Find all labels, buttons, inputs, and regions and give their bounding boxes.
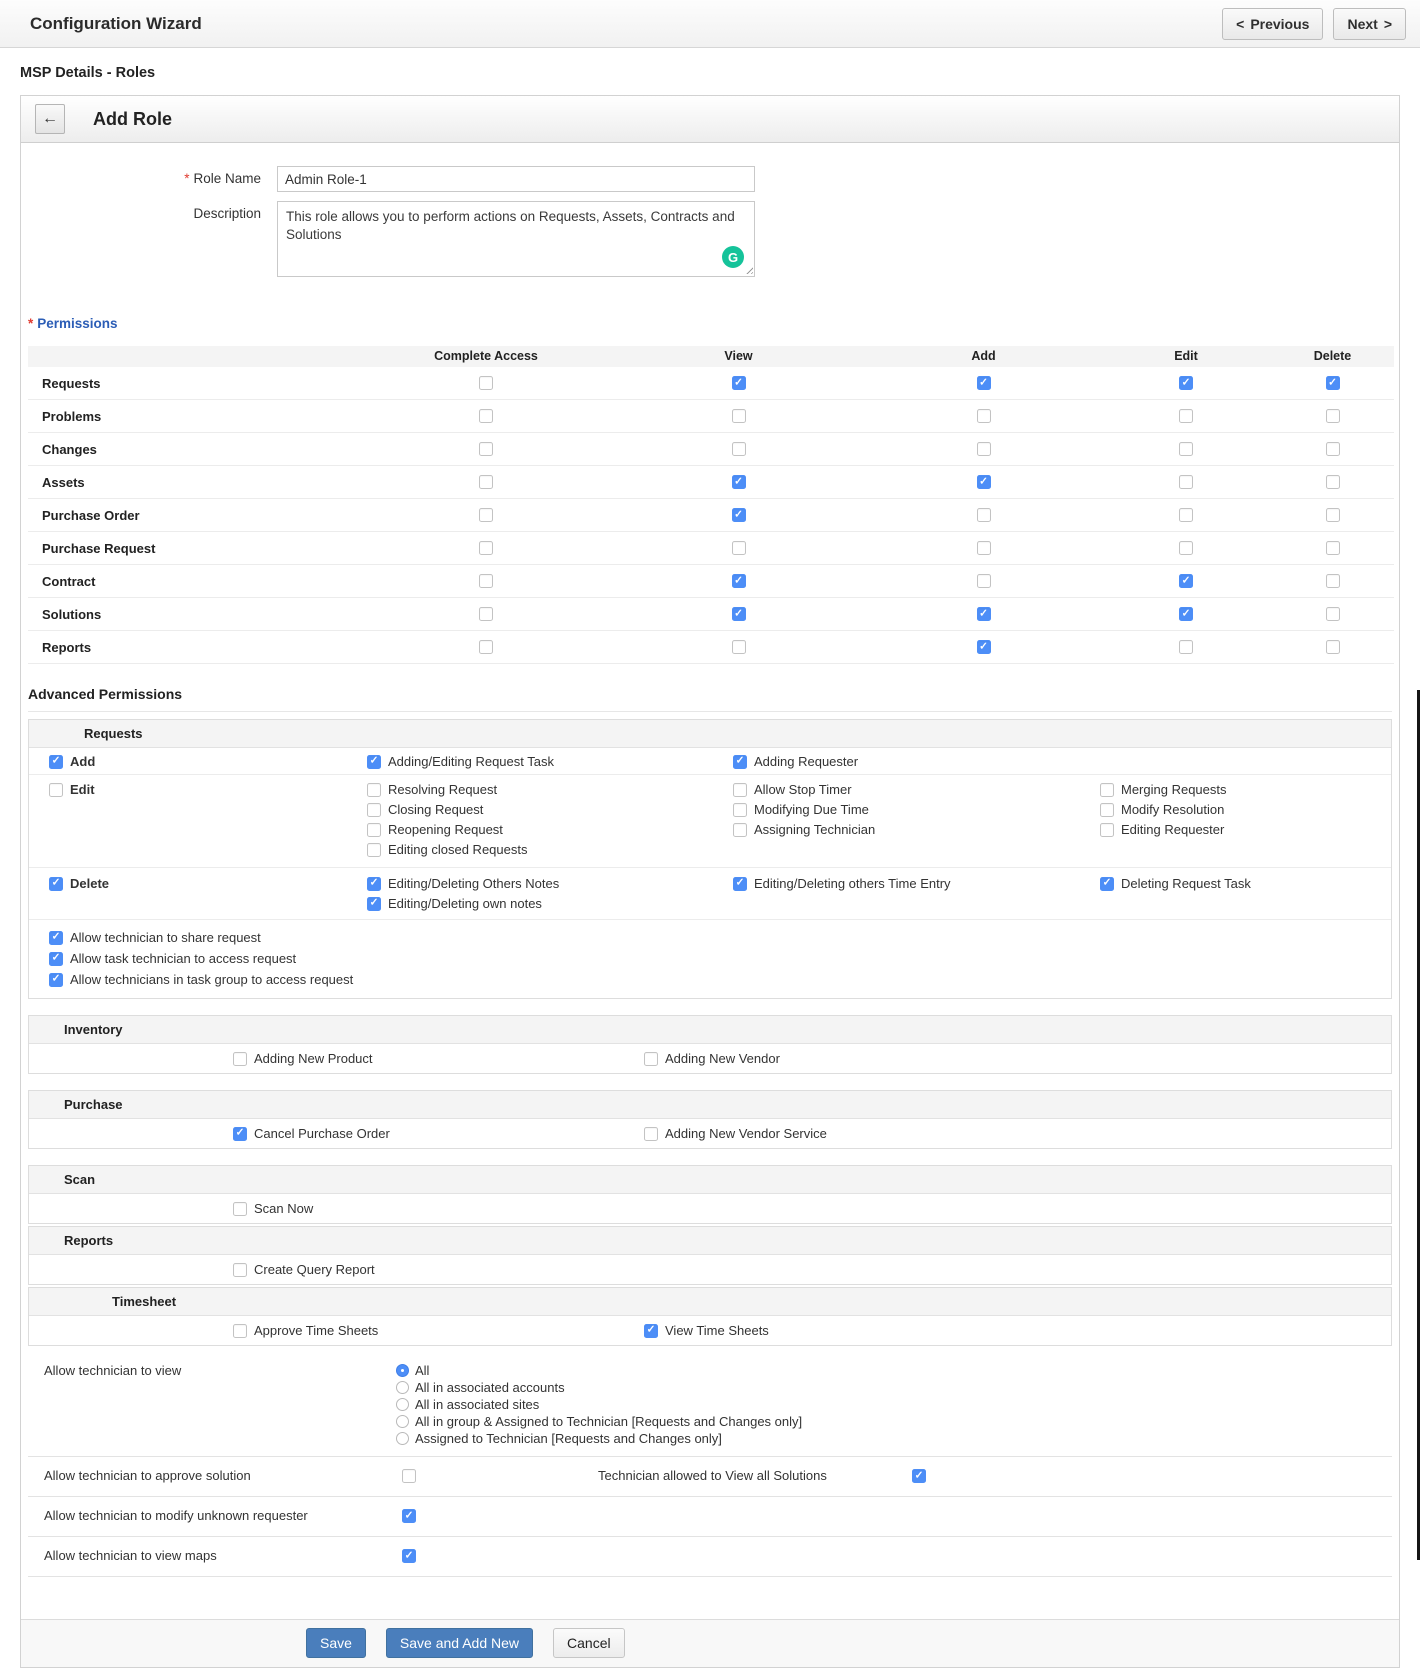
top-toolbar bbox=[0, 0, 1420, 48]
checkbox-label: Closing Request bbox=[388, 802, 484, 817]
cb-reports-delete[interactable] bbox=[1326, 640, 1340, 654]
checkbox-label: Adding New Vendor Service bbox=[665, 1126, 827, 1141]
checkbox-label: Assigning Technician bbox=[754, 822, 876, 837]
row-label-solutions: Solutions bbox=[28, 598, 361, 631]
cb-allow-stop-timer[interactable] bbox=[733, 783, 747, 797]
checkbox-label: Editing/Deleting own notes bbox=[388, 896, 542, 911]
modify-unknown-requester-label: Allow technician to modify unknown requester bbox=[44, 1508, 308, 1523]
cb-requests-complete-access[interactable] bbox=[479, 376, 493, 390]
cb-requests-add[interactable] bbox=[977, 376, 991, 390]
inventory-section-header: Inventory bbox=[29, 1016, 1391, 1044]
checkbox-label: Allow technicians in task group to access request bbox=[70, 972, 354, 987]
cb-view-time-sheets[interactable] bbox=[644, 1324, 658, 1338]
purchase-section bbox=[28, 1090, 1392, 1149]
table-row bbox=[28, 367, 1394, 400]
cb-purchase-order-delete[interactable] bbox=[1326, 508, 1340, 522]
radio-label: Assigned to Technician [Requests and Changes only] bbox=[415, 1431, 722, 1446]
table-row bbox=[28, 631, 1394, 664]
cb-approve-solution[interactable] bbox=[402, 1469, 416, 1483]
row-label-changes: Changes bbox=[28, 433, 361, 466]
cb-changes-complete-access[interactable] bbox=[479, 442, 493, 456]
role-name-input[interactable] bbox=[277, 166, 755, 192]
cb-assets-delete[interactable] bbox=[1326, 475, 1340, 489]
adv-delete-label: Delete bbox=[70, 876, 110, 891]
cb-view-maps[interactable] bbox=[402, 1549, 416, 1563]
table-row bbox=[28, 400, 1394, 433]
table-row bbox=[28, 532, 1394, 565]
cb-editing-closed-requests[interactable] bbox=[367, 843, 381, 857]
cb-adv-delete[interactable] bbox=[49, 877, 63, 891]
row-label-purchase-order: Purchase Order bbox=[28, 499, 361, 532]
cb-cancel-purchase-order[interactable] bbox=[233, 1127, 247, 1141]
timesheet-section bbox=[28, 1287, 1392, 1346]
technician-view-scope-label: Allow technician to view bbox=[44, 1363, 182, 1378]
cb-purchase-request-add[interactable] bbox=[977, 541, 991, 555]
save-and-add-new-button[interactable]: Save and Add New bbox=[386, 1628, 533, 1658]
required-asterisk: * bbox=[184, 171, 190, 186]
cb-reopening-request[interactable] bbox=[367, 823, 381, 837]
col-view: View bbox=[611, 346, 866, 367]
cb-editing-deleting-others-notes[interactable] bbox=[367, 877, 381, 891]
role-name-row bbox=[21, 166, 1399, 192]
page-title: Add Role bbox=[93, 108, 172, 129]
reports-section bbox=[28, 1226, 1392, 1285]
cb-resolving-request[interactable] bbox=[367, 783, 381, 797]
col-edit: Edit bbox=[1101, 346, 1271, 367]
bottom-options bbox=[28, 1352, 1392, 1577]
previous-button-label: Previous bbox=[1250, 15, 1310, 32]
cb-reports-add[interactable] bbox=[977, 640, 991, 654]
cb-adv-edit[interactable] bbox=[49, 783, 63, 797]
radio-all-associated-accounts[interactable] bbox=[396, 1381, 409, 1394]
cb-modify-resolution[interactable] bbox=[1100, 803, 1114, 817]
radio-label: All bbox=[415, 1363, 430, 1378]
cb-problems-edit[interactable] bbox=[1179, 409, 1193, 423]
adv-edit-label: Edit bbox=[70, 782, 95, 797]
checkbox-label: Resolving Request bbox=[388, 782, 498, 797]
edit-permission-row bbox=[29, 775, 1391, 868]
approve-solution-row bbox=[28, 1456, 1392, 1496]
cb-purchase-order-complete-access[interactable] bbox=[479, 508, 493, 522]
cb-adding-new-vendor[interactable] bbox=[644, 1052, 658, 1066]
cb-requests-delete[interactable] bbox=[1326, 376, 1340, 390]
cb-adding-editing-request-task[interactable] bbox=[367, 755, 381, 769]
technician-view-scope-row bbox=[28, 1352, 1392, 1456]
checkbox-label: View Time Sheets bbox=[665, 1323, 769, 1338]
add-permission-row bbox=[29, 748, 1391, 775]
cb-changes-edit[interactable] bbox=[1179, 442, 1193, 456]
table-row bbox=[28, 499, 1394, 532]
panel-header bbox=[21, 96, 1399, 143]
cancel-button[interactable]: Cancel bbox=[553, 1628, 625, 1658]
permissions-table bbox=[28, 346, 1394, 664]
cb-adding-new-vendor-service[interactable] bbox=[644, 1127, 658, 1141]
chevron-left-icon: < bbox=[1236, 15, 1245, 32]
cb-problems-delete[interactable] bbox=[1326, 409, 1340, 423]
inventory-section bbox=[28, 1015, 1392, 1074]
radio-label: All in group & Assigned to Technician [Requests and Changes only] bbox=[415, 1414, 803, 1429]
breadcrumb: MSP Details - Roles bbox=[20, 65, 156, 81]
cb-adding-new-product[interactable] bbox=[233, 1052, 247, 1066]
requests-section-header: Requests bbox=[29, 720, 1391, 748]
radio-assigned-to-technician[interactable] bbox=[396, 1432, 409, 1445]
timesheet-section-header: Timesheet bbox=[29, 1288, 1391, 1316]
cb-assets-edit[interactable] bbox=[1179, 475, 1193, 489]
cb-purchase-request-delete[interactable] bbox=[1326, 541, 1340, 555]
checkbox-label: Editing closed Requests bbox=[388, 842, 528, 857]
approve-solution-label: Allow technician to approve solution bbox=[44, 1468, 251, 1483]
cb-editing-deleting-own-notes[interactable] bbox=[367, 897, 381, 911]
cb-contract-edit[interactable] bbox=[1179, 574, 1193, 588]
wizard-nav bbox=[1222, 8, 1406, 40]
checkbox-label: Adding Requester bbox=[754, 754, 859, 769]
next-button-label: Next bbox=[1347, 15, 1378, 32]
checkbox-label: Adding New Vendor bbox=[665, 1051, 780, 1066]
radio-all[interactable] bbox=[396, 1364, 409, 1377]
cb-assets-complete-access[interactable] bbox=[479, 475, 493, 489]
table-row bbox=[28, 598, 1394, 631]
reports-items bbox=[29, 1255, 1391, 1284]
cb-create-query-report[interactable] bbox=[233, 1263, 247, 1277]
view-all-solutions-label: Technician allowed to View all Solutions bbox=[598, 1468, 827, 1483]
chevron-right-icon: > bbox=[1383, 15, 1392, 32]
cb-purchase-request-complete-access[interactable] bbox=[479, 541, 493, 555]
checkbox-label: Adding/Editing Request Task bbox=[388, 754, 554, 769]
cb-merging-requests[interactable] bbox=[1100, 783, 1114, 797]
request-extras bbox=[29, 920, 1391, 998]
cb-reports-complete-access[interactable] bbox=[479, 640, 493, 654]
required-asterisk: * bbox=[28, 316, 34, 331]
cb-contract-complete-access[interactable] bbox=[479, 574, 493, 588]
role-name-label: * Role Name bbox=[184, 171, 261, 186]
cb-problems-complete-access[interactable] bbox=[479, 409, 493, 423]
checkbox-label: Editing Requester bbox=[1121, 822, 1225, 837]
cb-deleting-request-task[interactable] bbox=[1100, 877, 1114, 891]
cb-purchase-order-add[interactable] bbox=[977, 508, 991, 522]
cb-purchase-request-view[interactable] bbox=[732, 541, 746, 555]
cb-changes-view[interactable] bbox=[732, 442, 746, 456]
checkbox-label: Cancel Purchase Order bbox=[254, 1126, 390, 1141]
cb-adv-add[interactable] bbox=[49, 755, 63, 769]
checkbox-label: Allow Stop Timer bbox=[754, 782, 852, 797]
modify-unknown-requester-row bbox=[28, 1496, 1392, 1536]
radio-all-associated-sites[interactable] bbox=[396, 1398, 409, 1411]
checkbox-label: Allow task technician to access request bbox=[70, 951, 297, 966]
view-maps-row bbox=[28, 1536, 1392, 1577]
cb-assets-add[interactable] bbox=[977, 475, 991, 489]
checkbox-label: Editing/Deleting others Time Entry bbox=[754, 876, 951, 891]
checkbox-label: Deleting Request Task bbox=[1121, 876, 1251, 891]
cb-allow-technician-share-request[interactable] bbox=[49, 931, 63, 945]
advanced-permissions-title: Advanced Permissions bbox=[28, 686, 183, 702]
cb-modify-unknown-requester[interactable] bbox=[402, 1509, 416, 1523]
save-button[interactable]: Save bbox=[306, 1628, 366, 1658]
cb-purchase-order-view[interactable] bbox=[732, 508, 746, 522]
scan-section-header: Scan bbox=[29, 1166, 1391, 1194]
view-maps-label: Allow technician to view maps bbox=[44, 1548, 217, 1563]
cb-editing-requester[interactable] bbox=[1100, 823, 1114, 837]
cb-reports-view[interactable] bbox=[732, 640, 746, 654]
cb-allow-task-technician-access-request[interactable] bbox=[49, 952, 63, 966]
checkbox-label: Approve Time Sheets bbox=[254, 1323, 379, 1338]
radio-label: All in associated sites bbox=[415, 1397, 540, 1412]
col-complete-access: Complete Access bbox=[361, 346, 611, 367]
inventory-items bbox=[29, 1044, 1391, 1073]
description-textarea[interactable] bbox=[277, 201, 755, 277]
technician-view-scope-options bbox=[396, 1362, 802, 1447]
row-label-purchase-request: Purchase Request bbox=[28, 532, 361, 565]
description-label: Description bbox=[193, 206, 261, 221]
checkbox-label: Create Query Report bbox=[254, 1262, 375, 1277]
cb-view-all-solutions[interactable] bbox=[912, 1469, 926, 1483]
cb-contract-view[interactable] bbox=[732, 574, 746, 588]
cb-solutions-add[interactable] bbox=[977, 607, 991, 621]
divider bbox=[28, 711, 1392, 712]
checkbox-label: Editing/Deleting Others Notes bbox=[388, 876, 560, 891]
table-row bbox=[28, 565, 1394, 598]
cb-modifying-due-time[interactable] bbox=[733, 803, 747, 817]
empty-header-cell bbox=[28, 346, 361, 367]
checkbox-label: Reopening Request bbox=[388, 822, 503, 837]
next-button[interactable] bbox=[1333, 8, 1406, 40]
table-row bbox=[28, 433, 1394, 466]
cb-assets-view[interactable] bbox=[732, 475, 746, 489]
row-label-contract: Contract bbox=[28, 565, 361, 598]
cb-approve-time-sheets[interactable] bbox=[233, 1324, 247, 1338]
cb-requests-edit[interactable] bbox=[1179, 376, 1193, 390]
cb-requests-view[interactable] bbox=[732, 376, 746, 390]
grammarly-icon[interactable]: G bbox=[722, 246, 744, 268]
checkbox-label: Modifying Due Time bbox=[754, 802, 869, 817]
reports-section-header: Reports bbox=[29, 1227, 1391, 1255]
cb-scan-now[interactable] bbox=[233, 1202, 247, 1216]
scan-section bbox=[28, 1165, 1392, 1224]
cb-allow-task-group-access-request[interactable] bbox=[49, 973, 63, 987]
advanced-requests-section bbox=[28, 719, 1392, 999]
add-role-panel bbox=[20, 95, 1400, 1668]
col-add: Add bbox=[866, 346, 1101, 367]
delete-permission-row bbox=[29, 868, 1391, 920]
row-label-requests: Requests bbox=[28, 367, 361, 400]
cb-problems-view[interactable] bbox=[732, 409, 746, 423]
checkbox-label: Modify Resolution bbox=[1121, 802, 1225, 817]
row-label-reports: Reports bbox=[28, 631, 361, 664]
cb-purchase-order-edit[interactable] bbox=[1179, 508, 1193, 522]
checkbox-label: Scan Now bbox=[254, 1201, 314, 1216]
cb-changes-delete[interactable] bbox=[1326, 442, 1340, 456]
row-label-problems: Problems bbox=[28, 400, 361, 433]
form-footer bbox=[21, 1619, 1399, 1667]
app-title: Configuration Wizard bbox=[30, 13, 202, 33]
cb-editing-deleting-others-time-entry[interactable] bbox=[733, 877, 747, 891]
back-arrow-icon: ← bbox=[42, 110, 58, 127]
cb-contract-delete[interactable] bbox=[1326, 574, 1340, 588]
cb-adding-requester[interactable] bbox=[733, 755, 747, 769]
cb-closing-request[interactable] bbox=[367, 803, 381, 817]
previous-button[interactable] bbox=[1222, 8, 1323, 40]
cb-purchase-request-edit[interactable] bbox=[1179, 541, 1193, 555]
cb-changes-add[interactable] bbox=[977, 442, 991, 456]
timesheet-items bbox=[29, 1316, 1391, 1345]
purchase-items bbox=[29, 1119, 1391, 1148]
permissions-section-label: * Permissions bbox=[28, 316, 118, 331]
checkbox-label: Allow technician to share request bbox=[70, 930, 261, 945]
cb-solutions-delete[interactable] bbox=[1326, 607, 1340, 621]
radio-all-in-group-assigned[interactable] bbox=[396, 1415, 409, 1428]
checkbox-label: Merging Requests bbox=[1121, 782, 1227, 797]
cb-assigning-technician[interactable] bbox=[733, 823, 747, 837]
description-field-wrap bbox=[277, 201, 755, 277]
role-form bbox=[21, 143, 1399, 300]
purchase-section-header: Purchase bbox=[29, 1091, 1391, 1119]
description-row bbox=[21, 201, 1399, 277]
cb-solutions-edit[interactable] bbox=[1179, 607, 1193, 621]
col-delete: Delete bbox=[1271, 346, 1394, 367]
scan-items bbox=[29, 1194, 1391, 1223]
cb-solutions-view[interactable] bbox=[732, 607, 746, 621]
permissions-header-row bbox=[28, 346, 1394, 367]
cb-problems-add[interactable] bbox=[977, 409, 991, 423]
checkbox-label: Adding New Product bbox=[254, 1051, 373, 1066]
back-button[interactable] bbox=[35, 104, 65, 134]
cb-reports-edit[interactable] bbox=[1179, 640, 1193, 654]
cb-contract-add[interactable] bbox=[977, 574, 991, 588]
radio-label: All in associated accounts bbox=[415, 1380, 565, 1395]
table-row bbox=[28, 466, 1394, 499]
cb-solutions-complete-access[interactable] bbox=[479, 607, 493, 621]
row-label-assets: Assets bbox=[28, 466, 361, 499]
adv-add-label: Add bbox=[70, 754, 96, 769]
